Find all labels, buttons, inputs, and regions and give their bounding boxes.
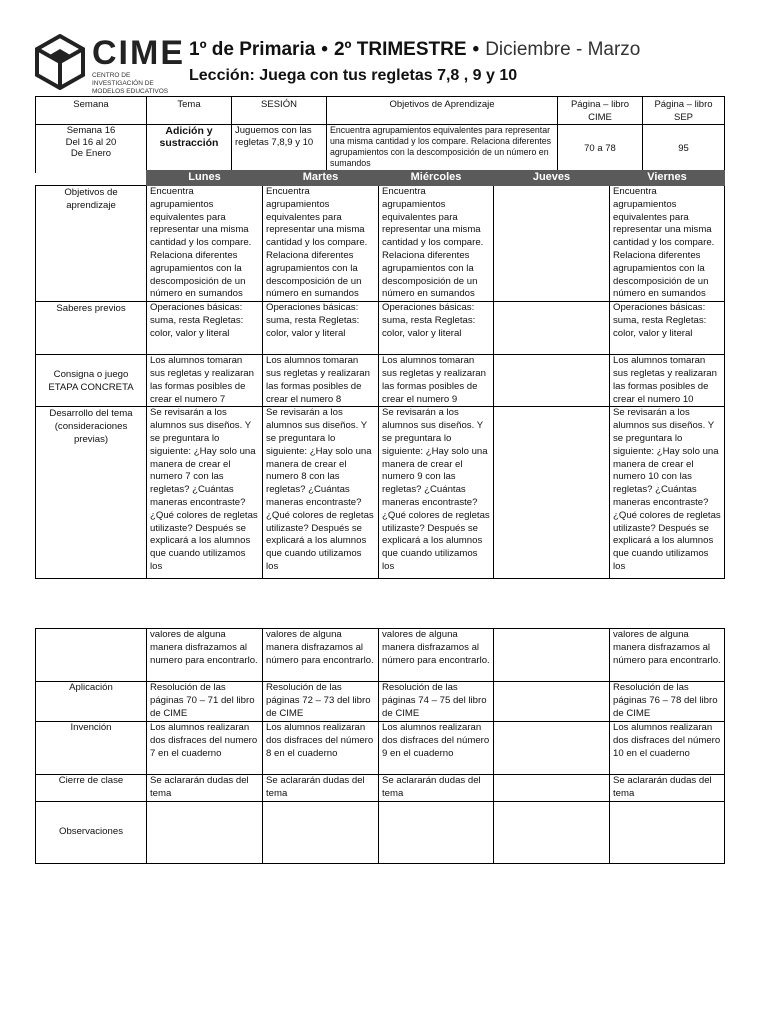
cell-miercoles: Resolución de las páginas 74 – 75 del libro de CIME	[379, 682, 494, 722]
cell-jueves	[494, 186, 610, 302]
cell-jueves	[494, 355, 610, 407]
day-header-viernes: Viernes	[610, 171, 725, 186]
cell-lunes: Encuentra agrupamientos equivalentes para representar una misma cantidad y los compare. Relaciona diferentes agrupamientos con la descomposición de un número en sumandos	[147, 186, 263, 302]
row-label: Aplicación	[36, 682, 147, 722]
semana-line: Semana 16	[66, 125, 116, 136]
info-data-row	[36, 125, 725, 173]
cell-lunes: Se revisarán a los alumnos sus diseños. Y se preguntara lo siguiente: ¿Hay solo una manera de crear el numero 7 con las regletas? ¿Cuántas maneras encontraste? ¿Qué colores de regletas utilizaste? Después se explicará a los alumnos que cuando utilizamos los	[147, 407, 263, 579]
cell-viernes: Encuentra agrupamientos equivalentes para representar una misma cantidad y los compare. Relaciona diferentes agrupamientos con la descomposición de un número en sumandos	[610, 186, 725, 302]
weekly-plan-table	[35, 170, 725, 579]
lesson-title: Lección: Juega con tus regletas 7,8 , 9 y 10	[189, 67, 518, 84]
cell-lunes: valores de alguna manera disfrazamos al numero para encontrarlo.	[147, 629, 263, 682]
day-header-lunes: Lunes	[147, 171, 263, 186]
col-header-objetivos: Objetivos de Aprendizaje	[327, 97, 558, 125]
weekly-plan-table-continued	[35, 628, 725, 864]
table-row-desarrollo-cont	[36, 629, 725, 682]
cell-miercoles: Se revisarán a los alumnos sus diseños. Y se preguntara lo siguiente: ¿Hay solo una manera de crear el numero 9 con las regletas? ¿Cuántas maneras encontraste? ¿Qué colores de regletas utilizaste? Después se explicará a los alumnos que cuando utilizamos los	[379, 407, 494, 579]
semana-line: Del 16 al 20	[65, 136, 117, 148]
pagina-sep-cell: 95	[643, 125, 725, 173]
cell-martes: Los alumnos tomaran sus regletas y realizaran las formas posibles de crear el numero 8	[263, 355, 379, 407]
cell-viernes	[610, 802, 725, 864]
semana-cell	[36, 125, 147, 173]
cell-jueves	[494, 722, 610, 775]
cell-jueves	[494, 682, 610, 722]
logo-subtitle: CENTRO DE INVESTIGACIÓN DE MODELOS EDUCATIVOS	[92, 72, 169, 95]
col-header-pagina-cime: Página – libro CIME	[558, 97, 643, 125]
bullet-separator: •	[321, 39, 328, 60]
cell-viernes: Resolución de las páginas 76 – 78 del libro de CIME	[610, 682, 725, 722]
cell-viernes: Se revisarán a los alumnos sus diseños. Y se preguntara lo siguiente: ¿Hay solo una manera de crear el numero 10 con las regletas? ¿Cuántas maneras encontraste? ¿Qué colores de regletas utilizaste? Después se explicará a los alumnos que cuando utilizamos los	[610, 407, 725, 579]
col-header-sesion: SESIÓN	[232, 97, 327, 125]
table-row-saberes	[36, 302, 725, 355]
days-header-row	[36, 171, 725, 186]
row-label: Cierre de clase	[36, 775, 147, 802]
cell-jueves	[494, 775, 610, 802]
cell-martes: valores de alguna manera disfrazamos al número para encontrarlo.	[263, 629, 379, 682]
cell-lunes: Resolución de las páginas 70 – 71 del libro de CIME	[147, 682, 263, 722]
row-label: Objetivos de aprendizaje	[36, 186, 147, 302]
row-label: Saberes previos	[36, 302, 147, 355]
row-label: Desarrollo del tema (consideraciones previas)	[36, 407, 147, 579]
cell-miercoles: Los alumnos tomaran sus regletas y realizaran las formas posibles de crear el numero 9	[379, 355, 494, 407]
cell-lunes: Los alumnos realizaran dos disfraces del numero 7 en el cuaderno	[147, 722, 263, 775]
cell-lunes: Los alumnos tomaran sus regletas y realizaran las formas posibles de crear el numero 7	[147, 355, 263, 407]
cell-viernes: Operaciones básicas: suma, resta Regletas: color, valor y literal	[610, 302, 725, 355]
cell-viernes: Se aclararán dudas del tema	[610, 775, 725, 802]
table-row-invencion	[36, 722, 725, 775]
objetivos-cell: Encuentra agrupamientos equivalentes para representar una misma cantidad y los compare. Relaciona diferentes agrupamientos con la descomposición de un número en sumandos	[327, 125, 558, 173]
row-label: Observaciones	[36, 802, 147, 864]
grade-label: 1º de Primaria	[189, 39, 316, 60]
cell-jueves	[494, 629, 610, 682]
cell-martes: Operaciones básicas: suma, resta Regletas: color, valor y literal	[263, 302, 379, 355]
cell-martes: Se aclararán dudas del tema	[263, 775, 379, 802]
cell-martes	[263, 802, 379, 864]
table-row-observaciones	[36, 802, 725, 864]
period-label: Diciembre - Marzo	[485, 39, 641, 60]
trimester-label: 2º TRIMESTRE	[333, 39, 467, 60]
day-header-miercoles: Miércoles	[379, 171, 494, 186]
cell-miercoles: Se aclararán dudas del tema	[379, 775, 494, 802]
bullet-separator: •	[472, 39, 480, 60]
cell-lunes: Se aclararán dudas del tema	[147, 775, 263, 802]
cell-martes: Resolución de las páginas 72 – 73 del libro de CIME	[263, 682, 379, 722]
logo-wordmark: CIME	[92, 34, 185, 72]
row-label: Invención	[36, 722, 147, 775]
cell-viernes: Los alumnos realizaran dos disfraces del número 10 en el cuaderno	[610, 722, 725, 775]
cell-martes: Se revisarán a los alumnos sus diseños. Y se preguntara lo siguiente: ¿Hay solo una manera de crear el numero 8 con las regletas? ¿Cuántas maneras encontraste? ¿Qué colores de regletas utilizaste? Después se explicará a los alumnos que cuando utilizamos los	[263, 407, 379, 579]
pagina-cime-cell: 70 a 78	[558, 125, 643, 173]
cell-miercoles: Encuentra agrupamientos equivalentes para representar una misma cantidad y los compare. Relaciona diferentes agrupamientos con la descomposición de un número en sumandos	[379, 186, 494, 302]
table-row-aplicacion	[36, 682, 725, 722]
row-label: Consigna o juego ETAPA CONCRETA	[36, 355, 147, 407]
col-header-tema: Tema	[147, 97, 232, 125]
table-row-cierre	[36, 775, 725, 802]
cell-lunes: Operaciones básicas: suma, resta Regletas: color, valor y literal	[147, 302, 263, 355]
cell-miercoles: Operaciones básicas: suma, resta Regletas: color, valor y literal	[379, 302, 494, 355]
cell-viernes: Los alumnos tomaran sus regletas y realizaran las formas posibles de crear el numero 10	[610, 355, 725, 407]
cell-miercoles: Los alumnos realizaran dos disfraces del número 9 en el cuaderno	[379, 722, 494, 775]
sesion-cell: Juguemos con las regletas 7,8,9 y 10	[232, 125, 327, 173]
table-row-consigna	[36, 355, 725, 407]
info-header-row	[36, 97, 725, 125]
lesson-info-table	[35, 96, 725, 173]
table-row-objetivos	[36, 186, 725, 302]
cell-jueves	[494, 407, 610, 579]
day-header-jueves: Jueves	[494, 171, 610, 186]
cell-martes: Los alumnos realizaran dos disfraces del número 8 en el cuaderno	[263, 722, 379, 775]
cell-miercoles	[379, 802, 494, 864]
tema-cell: Adición y sustracción	[147, 125, 232, 173]
cime-logo-icon	[34, 34, 86, 90]
days-header-blank	[36, 171, 147, 186]
header-grade-line	[189, 39, 640, 61]
row-label-empty	[36, 629, 147, 682]
semana-line: De Enero	[70, 148, 112, 159]
cell-martes: Encuentra agrupamientos equivalentes para representar una misma cantidad y los compare. Relaciona diferentes agrupamientos con la descomposición de un número en sumandos	[263, 186, 379, 302]
col-header-pagina-sep: Página – libro SEP	[643, 97, 725, 125]
col-header-semana: Semana	[36, 97, 147, 125]
cell-viernes: valores de alguna manera disfrazamos al número para encontrarlo.	[610, 629, 725, 682]
cell-lunes	[147, 802, 263, 864]
cell-miercoles: valores de alguna manera disfrazamos al número para encontrarlo.	[379, 629, 494, 682]
cell-jueves	[494, 802, 610, 864]
document-header	[34, 34, 641, 95]
day-header-martes: Martes	[263, 171, 379, 186]
cell-jueves	[494, 302, 610, 355]
table-row-desarrollo	[36, 407, 725, 579]
